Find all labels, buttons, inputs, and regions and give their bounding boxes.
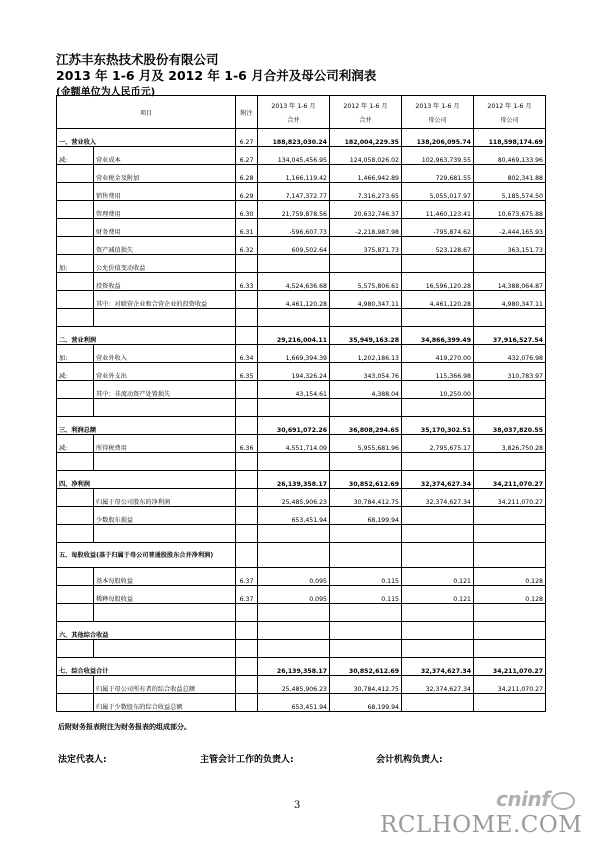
row-prefix	[57, 165, 94, 183]
row-note: 6.36	[236, 435, 258, 453]
table-row	[57, 489, 546, 507]
cell-2012-parent	[474, 507, 546, 525]
cell-2012-consolidated: 0.115	[330, 586, 402, 604]
row-note: 6.28	[236, 165, 258, 183]
cell-2013-parent: 32,374,627.34	[402, 658, 474, 676]
row-note: 6.27	[236, 147, 258, 165]
row-label: 其中：非流动资产处置损失	[94, 381, 236, 399]
row-note: 6.35	[236, 363, 258, 381]
cell-2013-consolidated	[258, 309, 330, 327]
cell-2013-consolidated	[258, 604, 330, 622]
row-label: 稀释每股收益	[94, 586, 236, 604]
cell-2012-parent	[474, 309, 546, 327]
cell-2013-parent	[402, 525, 474, 543]
row-note: 6.29	[236, 183, 258, 201]
cell-2012-consolidated: 1,202,186.13	[330, 345, 402, 363]
row-prefix	[57, 309, 94, 327]
cell-2012-consolidated: 343,054.76	[330, 363, 402, 381]
cell-2013-parent	[402, 604, 474, 622]
table-row	[57, 658, 546, 676]
row-note	[236, 658, 258, 676]
cell-2013-consolidated	[258, 640, 330, 658]
page-number: 3	[294, 800, 301, 811]
row-prefix	[57, 381, 94, 399]
row-prefix: 减:	[57, 435, 94, 453]
cell-2012-consolidated: 4,980,347.11	[330, 291, 402, 309]
table-row	[57, 291, 546, 309]
cell-2012-parent: 0.128	[474, 568, 546, 586]
row-note	[236, 676, 258, 694]
row-label: 基本每股收益	[94, 568, 236, 586]
table-row	[57, 525, 546, 543]
header-col4	[474, 96, 546, 129]
row-prefix: 加:	[57, 345, 94, 363]
cell-2013-parent: 115,366.98	[402, 363, 474, 381]
header-col1-scope: 合并	[287, 116, 300, 124]
row-note	[236, 417, 258, 435]
row-prefix	[57, 201, 94, 219]
table-row	[57, 381, 546, 399]
cell-2012-parent: 38,037,820.55	[474, 417, 546, 435]
cell-2012-parent	[474, 453, 546, 471]
cell-2012-consolidated: 1,466,942.89	[330, 165, 402, 183]
cell-2013-consolidated: 7,147,372.77	[258, 183, 330, 201]
row-prefix: 加:	[57, 255, 94, 273]
cell-2012-parent: 432,076.98	[474, 345, 546, 363]
table-row	[57, 363, 546, 381]
cell-2013-consolidated: 25,485,906.23	[258, 489, 330, 507]
cell-2012-parent	[474, 604, 546, 622]
cell-2012-consolidated: 7,316,273.65	[330, 183, 402, 201]
cell-2013-parent: 32,374,627.34	[402, 471, 474, 489]
row-note	[236, 453, 258, 471]
cell-2013-parent: 102,963,739.55	[402, 147, 474, 165]
row-note	[236, 525, 258, 543]
cell-2013-consolidated: 21,759,878.56	[258, 201, 330, 219]
footnote: 后附财务报表附注为财务报表的组成部分。	[58, 723, 191, 731]
table-row	[57, 237, 546, 255]
header-col1-period: 2013 年 1-6 月	[271, 102, 316, 110]
row-note: 6.31	[236, 219, 258, 237]
row-label: 营业税金及附加	[94, 165, 236, 183]
cell-2013-parent: 10,250.00	[402, 381, 474, 399]
cell-2013-parent: 5,055,017.97	[402, 183, 474, 201]
cell-2012-consolidated: 20,632,746.37	[330, 201, 402, 219]
cell-2012-parent: 118,598,174.69	[474, 129, 546, 147]
header-col4-period: 2012 年 1-6 月	[487, 102, 532, 110]
cell-2013-parent: 2,795,675.17	[402, 435, 474, 453]
cell-2012-consolidated: 375,871.73	[330, 237, 402, 255]
cell-2013-consolidated: 29,216,004.11	[258, 327, 330, 345]
cell-2012-consolidated	[330, 525, 402, 543]
cell-2013-consolidated: 25,485,906.23	[258, 676, 330, 694]
header-col3	[402, 96, 474, 129]
cell-2013-consolidated	[258, 453, 330, 471]
cell-2013-consolidated	[258, 622, 330, 640]
cell-2013-parent	[402, 507, 474, 525]
table-row	[57, 219, 546, 237]
cell-2012-consolidated: 36,808,294.65	[330, 417, 402, 435]
cell-2013-consolidated: 609,502.64	[258, 237, 330, 255]
row-label	[94, 309, 236, 327]
table-row	[57, 129, 546, 147]
table-row	[57, 453, 546, 471]
row-label: 一、营业收入	[57, 129, 236, 147]
cell-2013-consolidated: 188,823,030.24	[258, 129, 330, 147]
cell-2013-parent: 0.121	[402, 586, 474, 604]
cell-2013-consolidated: 194,326.24	[258, 363, 330, 381]
table-row	[57, 399, 546, 417]
cell-2012-parent: -2,444,165.93	[474, 219, 546, 237]
cell-2013-consolidated: 653,451.94	[258, 507, 330, 525]
row-note	[236, 255, 258, 273]
row-prefix	[57, 453, 94, 471]
row-label: 营业外收入	[94, 345, 236, 363]
cell-2012-consolidated: 4,388.04	[330, 381, 402, 399]
cell-2013-parent: 729,681.55	[402, 165, 474, 183]
header-col2-period: 2012 年 1-6 月	[343, 102, 388, 110]
cell-2013-parent: 523,128.67	[402, 237, 474, 255]
row-label: 归属于少数股东的综合收益总额	[94, 694, 236, 712]
cell-2012-consolidated: 182,004,229.35	[330, 129, 402, 147]
cell-2013-consolidated	[258, 399, 330, 417]
row-note: 6.32	[236, 237, 258, 255]
row-note	[236, 543, 258, 568]
cell-2013-consolidated: 134,045,456.95	[258, 147, 330, 165]
table-header-row	[57, 96, 546, 129]
cell-2013-parent: 35,170,302.51	[402, 417, 474, 435]
cell-2012-consolidated: 30,784,412.75	[330, 489, 402, 507]
cell-2013-consolidated	[258, 525, 330, 543]
cell-2013-consolidated: 26,139,358.17	[258, 658, 330, 676]
currency-unit: (金额单位为人民币元)	[56, 87, 156, 98]
row-note	[236, 694, 258, 712]
cell-2012-consolidated	[330, 399, 402, 417]
header-col2-scope: 合并	[359, 116, 372, 124]
company-name: 江苏丰东热技术股份有限公司	[56, 52, 219, 67]
income-statement-table	[56, 95, 546, 712]
cell-2012-consolidated	[330, 309, 402, 327]
table-row	[57, 694, 546, 712]
row-prefix	[57, 525, 94, 543]
cell-2013-parent	[402, 255, 474, 273]
cell-2013-consolidated: 43,154.61	[258, 381, 330, 399]
row-note	[236, 381, 258, 399]
row-note	[236, 604, 258, 622]
cell-2013-consolidated: 0.095	[258, 568, 330, 586]
cell-2013-parent	[402, 399, 474, 417]
cell-2012-parent: 37,916,527.54	[474, 327, 546, 345]
cell-2012-parent	[474, 694, 546, 712]
row-label: 四、净利润	[57, 471, 236, 489]
table-row	[57, 640, 546, 658]
row-label: 公允价值变动收益	[94, 255, 236, 273]
row-prefix	[57, 291, 94, 309]
cell-2013-consolidated	[258, 543, 330, 568]
table-row	[57, 147, 546, 165]
legal-representative-label: 法定代表人:	[58, 755, 107, 765]
row-label: 归属于母公司所有者的综合收益总额	[94, 676, 236, 694]
table-row	[57, 273, 546, 291]
cell-2013-consolidated: 4,551,714.09	[258, 435, 330, 453]
cell-2013-consolidated	[258, 255, 330, 273]
cell-2012-consolidated: 5,575,806.61	[330, 273, 402, 291]
cell-2013-consolidated: 4,461,120.28	[258, 291, 330, 309]
cell-2012-consolidated: 5,955,681.96	[330, 435, 402, 453]
cell-2012-consolidated	[330, 640, 402, 658]
row-label: 五、每股收益(基于归属于母公司普通股股东合并净利润)	[57, 543, 236, 568]
row-label	[94, 399, 236, 417]
table-row	[57, 417, 546, 435]
row-note: 6.37	[236, 568, 258, 586]
row-prefix: 减:	[57, 363, 94, 381]
cell-2012-consolidated: 35,949,163.28	[330, 327, 402, 345]
cell-2012-consolidated: 68,199.94	[330, 507, 402, 525]
row-label: 少数股东损益	[94, 507, 236, 525]
cell-2013-parent: 11,460,123.41	[402, 201, 474, 219]
cell-2012-parent	[474, 381, 546, 399]
row-prefix	[57, 640, 94, 658]
row-prefix	[57, 489, 94, 507]
accounting-dept-head-label: 会计机构负责人:	[376, 755, 443, 765]
row-note: 6.34	[236, 345, 258, 363]
cell-2013-parent	[402, 543, 474, 568]
row-label	[94, 525, 236, 543]
row-label: 营业成本	[94, 147, 236, 165]
header-col3-scope: 母公司	[428, 116, 447, 124]
header-col4-scope: 母公司	[500, 116, 519, 124]
cell-2012-parent: 5,185,574.50	[474, 183, 546, 201]
cell-2012-parent: 0.128	[474, 586, 546, 604]
cell-2013-consolidated: 30,691,072.26	[258, 417, 330, 435]
cell-2012-parent: 34,211,070.27	[474, 489, 546, 507]
row-label: 财务费用	[94, 219, 236, 237]
cell-2012-parent: 34,211,070.27	[474, 471, 546, 489]
table-row	[57, 345, 546, 363]
row-prefix	[57, 507, 94, 525]
cell-2013-parent: 34,866,399.49	[402, 327, 474, 345]
cell-2013-consolidated: 0.095	[258, 586, 330, 604]
accounting-head-label: 主管会计工作的负责人:	[200, 755, 294, 765]
row-label: 投资收益	[94, 273, 236, 291]
cell-2012-consolidated: 30,852,612.69	[330, 658, 402, 676]
row-prefix	[57, 694, 94, 712]
row-label	[94, 453, 236, 471]
row-prefix	[57, 676, 94, 694]
cell-2012-parent: 34,211,070.27	[474, 676, 546, 694]
cell-2012-parent: 80,469,133.96	[474, 147, 546, 165]
cell-2012-parent	[474, 622, 546, 640]
cell-2012-parent: 4,980,347.11	[474, 291, 546, 309]
cell-2013-parent	[402, 622, 474, 640]
table-row	[57, 604, 546, 622]
row-prefix	[57, 273, 94, 291]
table-row	[57, 255, 546, 273]
row-label	[94, 604, 236, 622]
row-note: 6.33	[236, 273, 258, 291]
cell-2013-parent	[402, 640, 474, 658]
row-label: 销售费用	[94, 183, 236, 201]
cell-2013-parent: 0.121	[402, 568, 474, 586]
row-label: 营业外支出	[94, 363, 236, 381]
row-prefix	[57, 237, 94, 255]
cell-2013-consolidated: 4,524,636.68	[258, 273, 330, 291]
cell-2013-consolidated: 26,139,358.17	[258, 471, 330, 489]
table-row	[57, 183, 546, 201]
cell-2013-consolidated: -596,607.73	[258, 219, 330, 237]
row-label: 管理费用	[94, 201, 236, 219]
cell-2012-parent: 10,673,675.88	[474, 201, 546, 219]
cell-2012-consolidated	[330, 622, 402, 640]
table-row	[57, 309, 546, 327]
cell-2012-parent	[474, 543, 546, 568]
header-col1	[258, 96, 330, 129]
row-label: 归属于母公司股东的净利润	[94, 489, 236, 507]
cell-2012-parent: 3,826,750.28	[474, 435, 546, 453]
statement-title: 2013 年 1-6 月及 2012 年 1-6 月合并及母公司利润表	[56, 68, 377, 83]
row-note	[236, 309, 258, 327]
row-label: 七、综合收益合计	[57, 658, 236, 676]
cell-2013-consolidated: 653,451.94	[258, 694, 330, 712]
cell-2013-parent	[402, 694, 474, 712]
cell-2012-parent	[474, 640, 546, 658]
header-item: 项目	[57, 96, 236, 129]
cell-2012-consolidated	[330, 255, 402, 273]
row-label: 二、营业利润	[57, 327, 236, 345]
header-col2	[330, 96, 402, 129]
cell-2012-parent: 802,341.88	[474, 165, 546, 183]
cell-2013-consolidated: 1,166,119.42	[258, 165, 330, 183]
cell-2012-parent	[474, 525, 546, 543]
cell-2012-consolidated	[330, 453, 402, 471]
row-label: 六、其他综合收益	[57, 622, 236, 640]
row-prefix	[57, 183, 94, 201]
cell-2012-parent: 34,211,070.27	[474, 658, 546, 676]
table-row	[57, 435, 546, 453]
row-note	[236, 291, 258, 309]
table-row	[57, 471, 546, 489]
cell-2013-parent: 16,596,120.28	[402, 273, 474, 291]
cell-2012-consolidated: 30,852,612.69	[330, 471, 402, 489]
cell-2013-consolidated: 1,669,394.39	[258, 345, 330, 363]
cell-2012-consolidated: 124,058,026.02	[330, 147, 402, 165]
cell-2012-parent	[474, 255, 546, 273]
cell-2013-parent: -795,874.62	[402, 219, 474, 237]
cell-2012-consolidated: 30,784,412.75	[330, 676, 402, 694]
cell-2012-parent: 363,151.73	[474, 237, 546, 255]
header-note: 附注	[236, 96, 258, 129]
row-label	[94, 640, 236, 658]
row-note	[236, 622, 258, 640]
cell-2013-parent: 4,461,120.28	[402, 291, 474, 309]
cell-2012-consolidated: -2,218,987.98	[330, 219, 402, 237]
table-row	[57, 543, 546, 568]
header-col3-period: 2013 年 1-6 月	[415, 102, 460, 110]
row-note	[236, 471, 258, 489]
table-row	[57, 507, 546, 525]
table-row	[57, 201, 546, 219]
cell-2012-consolidated	[330, 543, 402, 568]
row-prefix	[57, 399, 94, 417]
row-label: 其中：对联营企业和合营企业的投资收益	[94, 291, 236, 309]
row-label: 三、利润总额	[57, 417, 236, 435]
cell-2013-parent: 32,374,627.34	[402, 489, 474, 507]
row-note: 6.37	[236, 586, 258, 604]
cell-2013-parent	[402, 309, 474, 327]
row-note	[236, 327, 258, 345]
cell-2012-consolidated: 0.115	[330, 568, 402, 586]
table-row	[57, 165, 546, 183]
row-note	[236, 640, 258, 658]
row-prefix	[57, 568, 94, 586]
cell-2013-parent: 138,206,095.74	[402, 129, 474, 147]
table-row	[57, 676, 546, 694]
table-row	[57, 568, 546, 586]
table-row	[57, 586, 546, 604]
row-note	[236, 399, 258, 417]
row-prefix	[57, 604, 94, 622]
row-note: 6.27	[236, 129, 258, 147]
cell-2013-parent: 419,270.00	[402, 345, 474, 363]
cell-2012-parent: 310,783.97	[474, 363, 546, 381]
cell-2013-parent: 32,374,627.34	[402, 676, 474, 694]
cell-2012-consolidated	[330, 604, 402, 622]
row-label: 所得税费用	[94, 435, 236, 453]
row-label: 资产减值损失	[94, 237, 236, 255]
row-prefix: 减:	[57, 147, 94, 165]
site-watermark: RCLHOME.COM	[380, 812, 583, 838]
cell-2013-parent	[402, 453, 474, 471]
table-row	[57, 327, 546, 345]
cell-2012-consolidated: 68,199.94	[330, 694, 402, 712]
row-prefix	[57, 219, 94, 237]
row-prefix	[57, 586, 94, 604]
cell-2012-parent	[474, 399, 546, 417]
cninf-swoosh-icon	[551, 792, 575, 810]
row-note	[236, 507, 258, 525]
row-note: 6.30	[236, 201, 258, 219]
row-note	[236, 489, 258, 507]
cell-2012-parent: 14,388,064.87	[474, 273, 546, 291]
table-row	[57, 622, 546, 640]
cninf-watermark-logo: cninf	[496, 787, 550, 811]
